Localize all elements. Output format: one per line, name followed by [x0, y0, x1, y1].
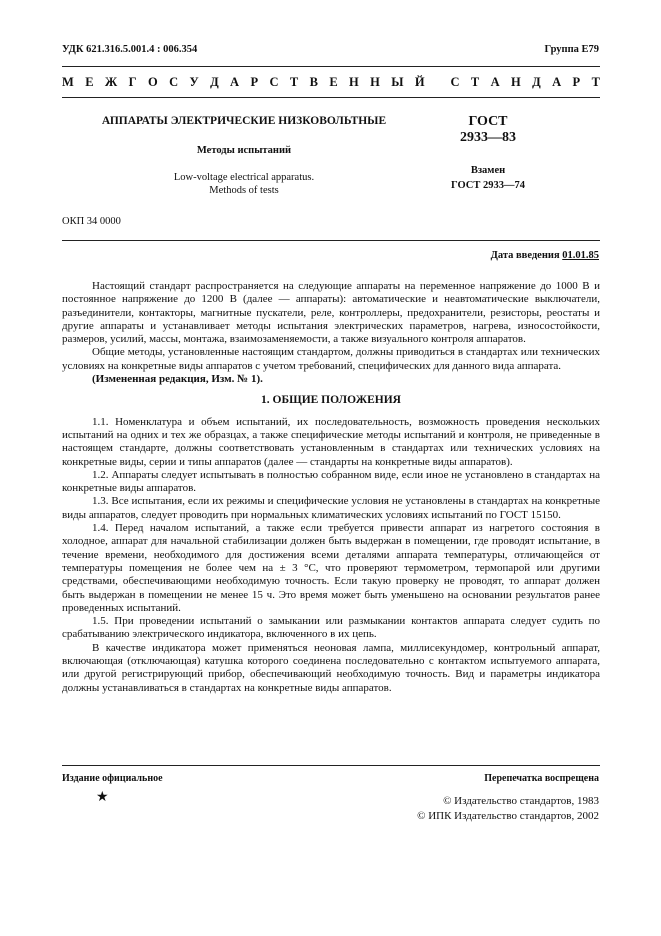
date-rule — [62, 240, 600, 241]
okp-code: ОКП 34 0000 — [62, 216, 121, 227]
banner-letter: Т — [591, 75, 600, 89]
udk-code: УДК 621.316.5.001.4 : 006.354 — [62, 44, 198, 55]
intro-paragraph: Общие методы, установленные настоящим стандартом, должны приводиться в стандартах или технических условиях на конкретные виды аппаратов с учетом требований, специфических для данного вида аппарата. — [62, 346, 600, 372]
official-edition: Издание официальное — [62, 773, 163, 784]
banner-letter: Р — [572, 75, 581, 89]
banner-letter — [436, 75, 439, 90]
footer-rule — [62, 765, 600, 766]
clause-paragraph: 1.5. При проведении испытаний о замыкании или размыкании контактов аппарата следует судить по срабатыванию электрического индикатора, включенного в их цепь. — [62, 615, 600, 641]
reprint-prohibited: Перепечатка воспрещена — [484, 773, 599, 784]
section-heading: 1. ОБЩИЕ ПОЛОЖЕНИЯ — [261, 394, 401, 407]
banner-letter: Ж — [104, 75, 118, 89]
copyright-1983: © Издательство стандартов, 1983 — [443, 795, 599, 807]
banner-letter: А — [552, 75, 562, 89]
replaces-number: ГОСТ 2933—74 — [451, 180, 525, 191]
banner-letter: Д — [210, 75, 219, 89]
replaces-label: Взамен — [470, 165, 506, 176]
banner-letter: Г — [128, 75, 137, 89]
effective-date-value: 01.01.85 — [562, 250, 599, 261]
top-rule — [62, 66, 600, 67]
banner-letter: Й — [414, 75, 425, 89]
banner-letter: У — [189, 75, 199, 89]
document-subtitle: Методы испытаний — [196, 145, 292, 156]
banner-letter: Ы — [391, 75, 404, 89]
banner-letter: Т — [289, 75, 299, 89]
clause-paragraph: 1.1. Номенклатура и объем испытаний, их последовательность, возможность проведения нескольких испытаний на одних и тех же образцах, а также специфические методы испытаний и контроля, не приведенные в настоящем стандарте, должны соответствовать установленным в стандартах или технических условиях на конкретные виды, серии и типы аппаратов (далее — стандарты на конкретные виды аппаратов). — [62, 415, 600, 468]
banner-letter: Т — [470, 75, 480, 89]
banner-letter: А — [490, 75, 500, 89]
banner-letter: В — [309, 75, 318, 89]
effective-date — [491, 250, 599, 261]
banner-letter: Д — [532, 75, 541, 89]
banner-letter: Н — [370, 75, 380, 89]
gost-number-block — [438, 114, 538, 146]
clause-paragraph: В качестве индикатора может применяться неоновая лампа, миллисекундомер, контрольный аппарат, включающая (отключающая) катушка которого соединена последовательно с контактом испытуемого аппарата, или другой регистрирующий прибор, обеспечивающий необходимую точность. Вид и параметры индикатора должны устанавливаться в стандартах на конкретные виды аппаратов. — [62, 641, 600, 694]
banner-letter: А — [230, 75, 240, 89]
gost-number: 2933—83 — [460, 130, 516, 145]
banner-letter: Е — [329, 75, 338, 89]
amendment-note: (Измененная редакция, Изм. № 1). — [92, 373, 263, 386]
banner-letter: Е — [85, 75, 94, 89]
banner-letter: С — [169, 75, 179, 89]
star-icon: ★ — [96, 790, 109, 805]
banner-letter: О — [147, 75, 158, 89]
banner-letter: Р — [250, 75, 259, 89]
clause-paragraph: 1.2. Аппараты следует испытывать в полностью собранном виде, если иное не установлено в стандартах на конкретные виды аппаратов. — [62, 468, 600, 495]
banner-letter: С — [450, 75, 460, 89]
document-body — [62, 280, 600, 695]
clause-paragraph: 1.4. Перед началом испытаний, а также если требуется привести аппарат из нагретого состояния в холодное, аппарат для начальной стабилизации должен быть выдержан в помещении, где проводят испытание, в течение времени, необходимого для достижения всеми деталями аппарата температуры, отличающейся от температуры помещения не более чем на ± 3 °С, что проверяют термометром, термопарой или другими средствами, обеспечивающими необходимую точность. Если такую проверку не проводят, то аппарат должен быть выдержан в помещении не менее 15 ч. Это время может быть уменьшено на основании результатов ранее проведенных испытаний. — [62, 522, 600, 614]
effective-date-label: Дата введения — [490, 250, 563, 261]
english-subtitle: Methods of tests — [209, 185, 279, 196]
document-title: АППАРАТЫ ЭЛЕКТРИЧЕСКИЕ НИЗКОВОЛЬТНЫЕ — [101, 115, 387, 127]
banner-letter: М — [62, 75, 74, 89]
banner-rule — [62, 97, 600, 98]
group-code: Группа Е79 — [544, 44, 599, 55]
copyright-2002: © ИПК Издательство стандартов, 2002 — [417, 810, 599, 822]
banner-letter: Н — [349, 75, 359, 89]
interstate-standard-banner — [62, 75, 600, 90]
gost-label: ГОСТ — [468, 114, 508, 129]
english-title: Low-voltage electrical apparatus. — [173, 172, 315, 183]
clause-paragraph: 1.3. Все испытания, если их режимы и специфические условия не установлены в стандартах на конкретные виды аппаратов, следует проводить при нормальных климатических условиях испытаний по ГОСТ 15150. — [62, 495, 600, 521]
intro-paragraph: Настоящий стандарт распространяется на следующие аппараты на переменное напряжение до 1000 В и постоянное напряжение до 1200 В (далее — аппараты): автоматические и неавтоматические выключатели, разъединители, контакторы, магнитные пускатели, реле, контроллеры, предохранители, резисторы, реостаты и другие аппараты и устанавливает методы испытания электрических параметров, нагрева, износостойкости, размеров, усилий, массы, монтажа, взаимозаменяемости, а также визуального контроля аппаратов. — [62, 280, 600, 346]
banner-letter: С — [269, 75, 279, 89]
banner-letter: Н — [511, 75, 521, 89]
